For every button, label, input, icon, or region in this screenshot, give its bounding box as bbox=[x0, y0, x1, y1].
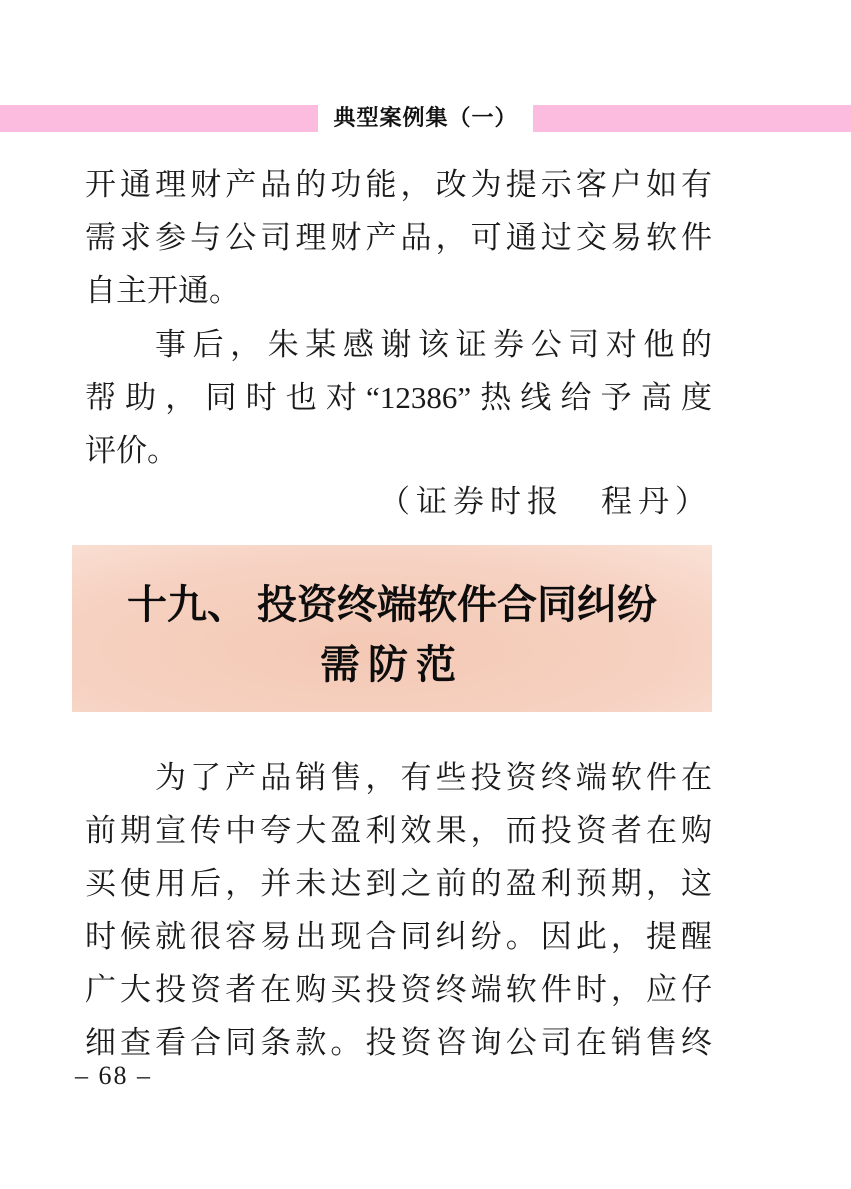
running-head-title: 典型案例集（一） bbox=[318, 103, 532, 134]
page-number: – 68 – bbox=[75, 1061, 152, 1090]
paragraph-line: 细查看合同条款。投资咨询公司在销售终 bbox=[85, 1025, 712, 1060]
attribution-line: （证券时报 程丹） bbox=[379, 484, 712, 519]
section-heading-line-2: 需防范 bbox=[320, 642, 464, 687]
paragraph-2 bbox=[85, 318, 712, 477]
paragraph-line: 事后，朱某感谢该证券公司对他的 bbox=[155, 327, 712, 362]
paragraph-line: 开通理财产品的功能，改为提示客户如有 bbox=[85, 167, 712, 202]
paragraph-3 bbox=[85, 751, 712, 1069]
paragraph-line: 前期宣传中夸大盈利效果，而投资者在购 bbox=[85, 813, 712, 848]
paragraph-line: 买使用后，并未达到之前的盈利预期，这 bbox=[85, 866, 712, 901]
paragraph-line: 需求参与公司理财产品，可通过交易软件 bbox=[85, 220, 712, 255]
paragraph-line: 帮助，同时也对“12386”热线给予高度 bbox=[85, 380, 712, 415]
paragraph-line: 自主开通。 bbox=[85, 273, 240, 308]
paragraph-line: 评价。 bbox=[85, 433, 178, 468]
paragraph-line: 为了产品销售，有些投资终端软件在 bbox=[155, 760, 712, 795]
paragraph-line: 时候就很容易出现合同纠纷。因此，提醒 bbox=[85, 919, 712, 954]
paragraph-line: 广大投资者在购买投资终端软件时，应仔 bbox=[85, 972, 712, 1007]
attribution-block bbox=[85, 475, 712, 528]
section-heading-block bbox=[72, 545, 712, 712]
section-heading-line-1: 十九、 投资终端软件合同纠纷 bbox=[127, 582, 657, 627]
running-head-band bbox=[0, 105, 851, 132]
paragraph-1 bbox=[85, 158, 712, 317]
